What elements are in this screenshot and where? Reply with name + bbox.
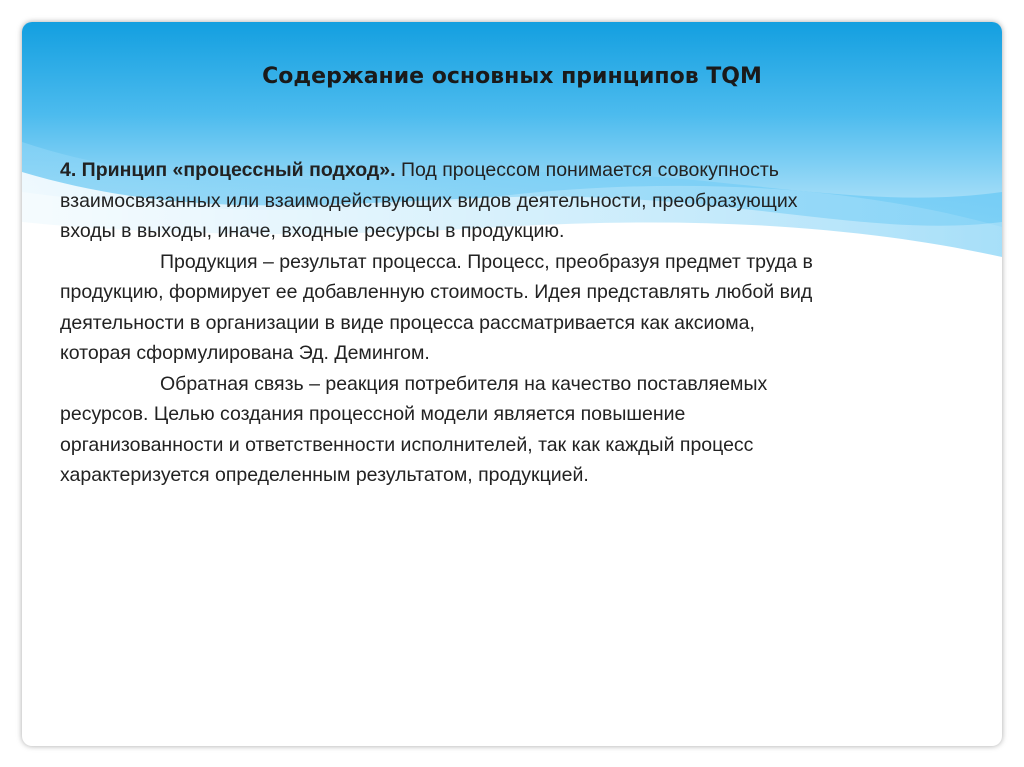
paragraph1-line1-rest: Под процессом понимается совокупность bbox=[395, 159, 779, 181]
paragraph3-line3: организованности и ответственности исполнителей, так как каждый процесс bbox=[60, 433, 754, 456]
paragraph2-line2: продукцию, формирует ее добавленную стоимость. Идея представлять любой вид bbox=[60, 281, 813, 303]
paragraph2-line1: Продукция – результат процесса. Процесс, преобразуя предмет труда в bbox=[160, 250, 813, 273]
paragraph2-line3: деятельности в организации в виде процесса рассматривается как аксиома, bbox=[60, 311, 755, 334]
paragraph1-line1 bbox=[60, 155, 990, 186]
slide bbox=[22, 22, 1002, 746]
slide-title: Содержание основных принципов TQM bbox=[262, 64, 762, 89]
paragraph1-line2: взаимосвязанных или взаимодействующих видов деятельности, преобразующих bbox=[60, 189, 798, 212]
principle-heading: 4. Принцип «процессный подход». bbox=[60, 159, 396, 181]
paragraph3-line4: характеризуется определенным результатом, продукцией. bbox=[60, 464, 589, 486]
paragraph3-line2: ресурсов. Целью создания процессной модели является повышение bbox=[60, 403, 686, 425]
paragraph3-line1: Обратная связь – реакция потребителя на качество поставляемых bbox=[160, 372, 768, 395]
slide-body-text bbox=[60, 155, 990, 491]
paragraph2-line4: которая сформулирована Эд. Демингом. bbox=[60, 342, 430, 364]
paragraph1-line3: входы в выходы, иначе, входные ресурсы в продукцию. bbox=[60, 220, 565, 242]
